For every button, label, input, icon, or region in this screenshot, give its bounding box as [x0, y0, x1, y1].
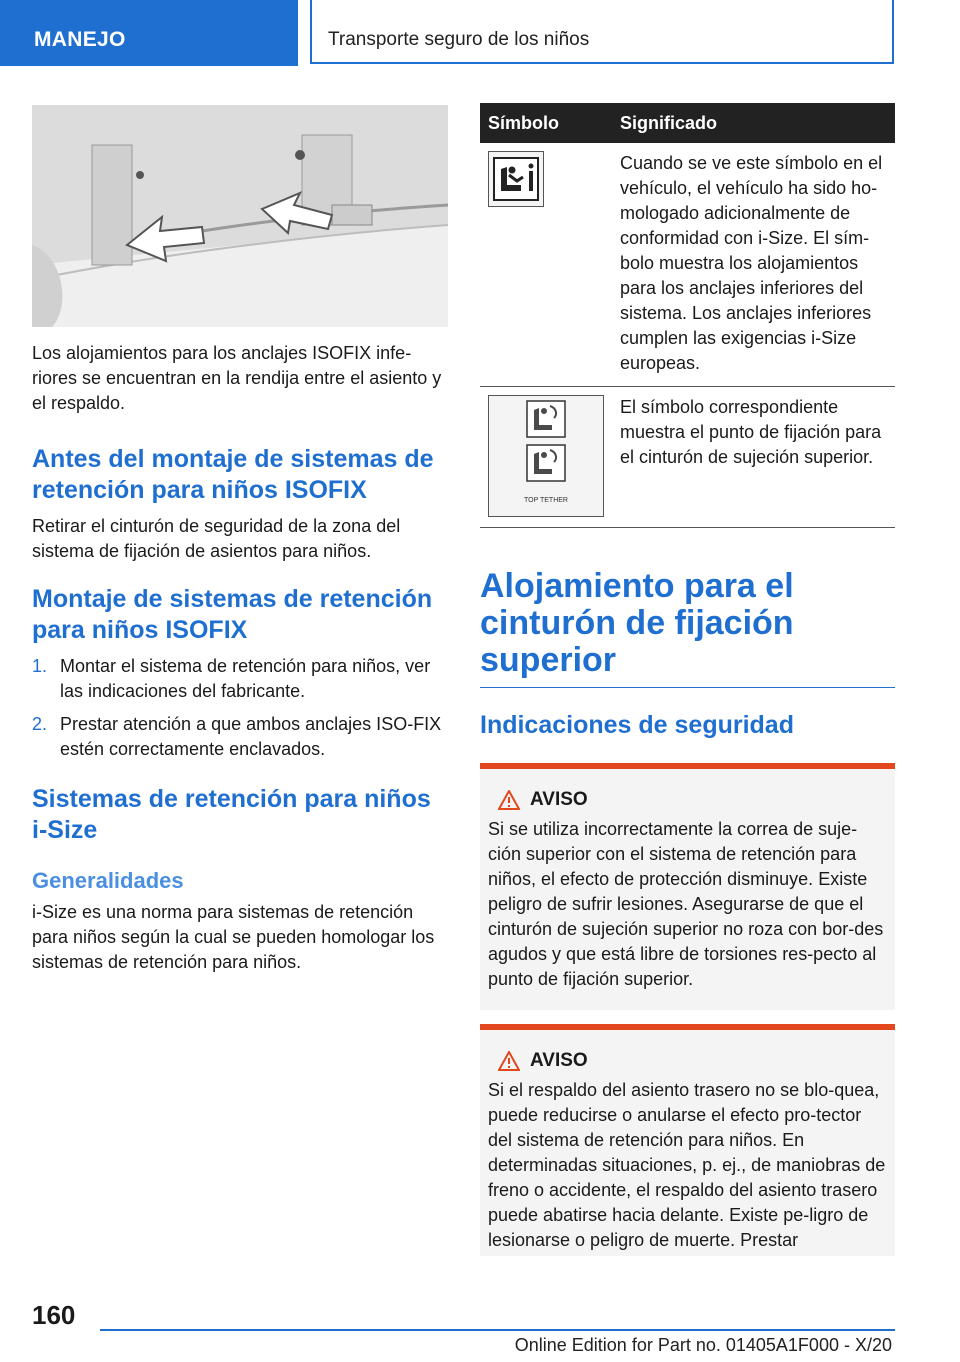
warning-box — [480, 763, 895, 1010]
step-number: 2. — [32, 714, 48, 734]
list-item — [32, 654, 448, 704]
meaning-cell: Cuando se ve este símbolo en el vehículo, el vehículo ha sido ho-mologado adicionalmente de conformidad con i-Size. El sím-bolo muestra los alojamientos para los anclajes inferiores del sistema. Los anclajes inferiores cumplen las exigencias i-Size europeas. — [612, 143, 895, 387]
header-title-box — [310, 0, 894, 64]
tether-anchor-icon — [526, 444, 566, 482]
step-text: Montar el sistema de retención para niños, ver las indicaciones del fabricante. — [60, 656, 431, 701]
warning-label: AVISO — [530, 1050, 588, 1071]
table-row — [480, 143, 895, 387]
warning-header — [498, 1050, 887, 1072]
symbol-cell — [480, 387, 612, 528]
warning-triangle-icon — [498, 1051, 520, 1071]
right-column — [480, 103, 895, 1256]
heading-mount: Montaje de sistemas de retención para niños ISOFIX — [32, 585, 433, 644]
top-tether-icon — [488, 395, 604, 517]
paragraph-before-mount: Retirar el cinturón de seguridad de la zona del sistema de fijación de asientos para niños. — [32, 516, 401, 561]
page-number: 160 — [32, 1300, 76, 1330]
mount-steps — [32, 654, 448, 762]
top-tether-label: TOP TETHER — [524, 496, 568, 504]
warning-text: Si se utiliza incorrectamente la correa de suje-ción superior con el sistema de retención para niños, el efecto de protección disminuye. Existe peligro de sufrir lesiones. Asegurarse de que el cinturón de sujeción superior no roza con bor-des agudos y que está libre de torsiones res-pecto al punto de fijación superior. — [488, 819, 884, 989]
symbol-cell — [480, 143, 612, 387]
warning-label: AVISO — [530, 789, 588, 810]
table-header-row — [480, 103, 895, 143]
symbol-table — [480, 103, 895, 528]
paragraph-general: i-Size es una norma para sistemas de retención para niños según la cual se pueden homologar los sistemas de retención para niños. — [32, 902, 435, 972]
footer-edition: Online Edition for Part no. 01405A1F000 - X/20 — [514, 1335, 892, 1355]
warning-text: Si el respaldo del asiento trasero no se blo-quea, puede reducirse o anularse el efecto pro-tector del sistema de retención para niños. En determinadas situaciones, p. ej., de maniobras de freno o accidente, el respaldo del asiento trasero puede abatirse hacia delante. Existe pe-ligro de lesionarse o peligro de muerte. Prestar — [488, 1080, 886, 1250]
col-header-symbol: Símbolo — [480, 103, 612, 143]
heading-top-tether: Alojamiento para el cinturón de fijación superior — [480, 568, 895, 688]
left-column — [32, 105, 448, 975]
heading-safety: Indicaciones de seguridad — [480, 711, 794, 739]
header-section-label: MANEJO — [34, 28, 126, 51]
warning-triangle-icon — [498, 790, 520, 810]
table-row — [480, 387, 895, 528]
photo-caption: Los alojamientos para los anclajes ISOFIX infe-riores se encuentran en la rendija entre el asiento y el respaldo. — [32, 343, 442, 413]
warning-box — [480, 1024, 895, 1256]
warning-header — [498, 789, 887, 811]
isize-seat-icon — [488, 151, 544, 207]
heading-general: Generalidades — [32, 868, 184, 893]
heading-before-mount: Antes del montaje de sistemas de retención para niños ISOFIX — [32, 445, 434, 504]
step-text: Prestar atención a que ambos anclajes ISO-FIX estén correctamente enclavados. — [60, 714, 442, 759]
isofix-seat-photo — [32, 105, 448, 327]
col-header-meaning: Significado — [612, 103, 895, 143]
tether-seat-icon — [526, 400, 566, 438]
header-section-tab — [0, 0, 298, 66]
footer-divider — [100, 1329, 895, 1331]
heading-isize: Sistemas de retención para niños i-Size — [32, 785, 431, 844]
meaning-cell: El símbolo correspondiente muestra el punto de fijación para el cinturón de sujeción superior. — [612, 387, 895, 528]
list-item — [32, 712, 448, 762]
header-title: Transporte seguro de los niños — [328, 29, 590, 50]
step-number: 1. — [32, 656, 48, 676]
seat-illustration — [32, 105, 448, 327]
